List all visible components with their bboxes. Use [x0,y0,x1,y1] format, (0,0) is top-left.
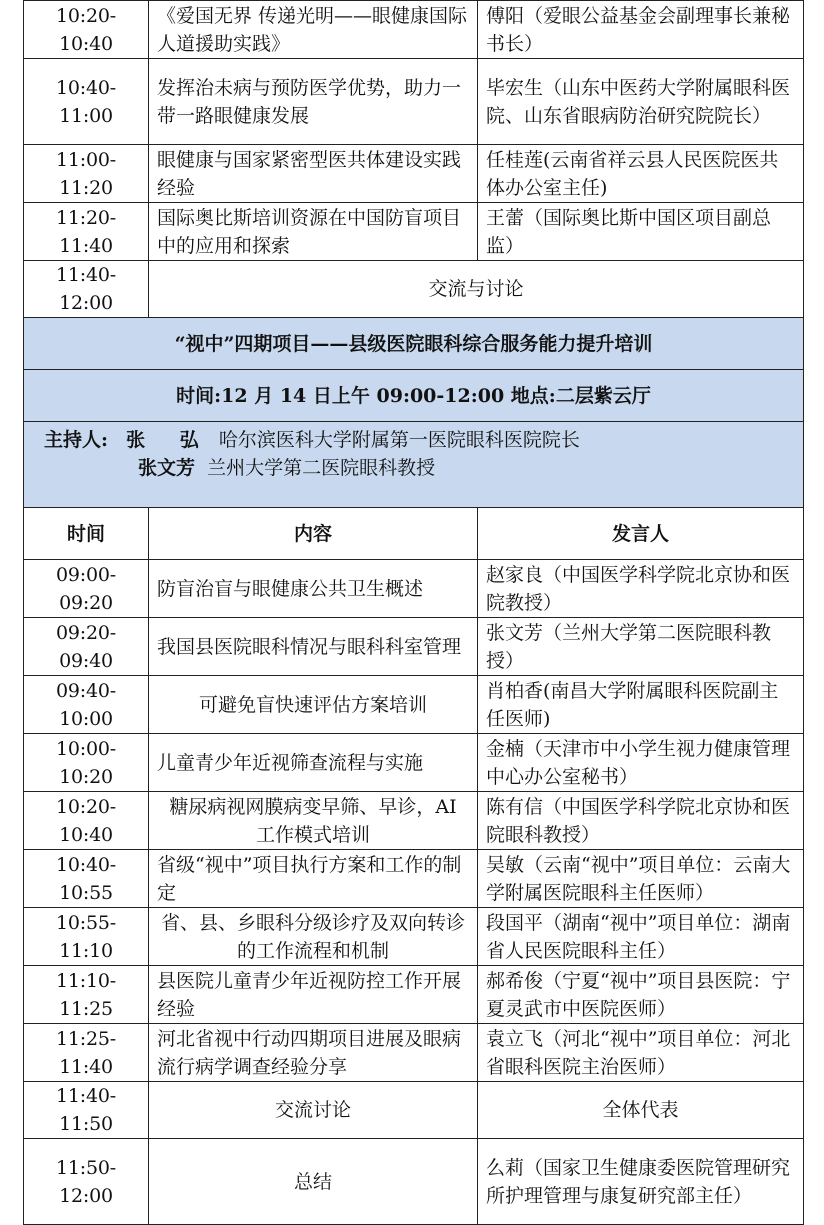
row-time: 11:20-11:40 [24,203,149,261]
summary-speaker: 么莉（国家卫生健康委医院管理研究所护理管理与康复研究部主任） [478,1139,804,1225]
discussion-time: 11:40-11:50 [24,1082,149,1139]
table-row [24,792,804,850]
discussion-speaker: 全体代表 [478,1082,804,1139]
row-time: 10:40-11:00 [24,59,149,145]
section-title: “视中”四期项目——县级医院眼科综合服务能力提升培训 [24,318,804,370]
header-time: 时间 [24,508,149,560]
host-role-label: 主持人: [44,429,109,451]
row-time: 10:20-10:40 [24,1,149,59]
host-name-1: 张 弘 [126,429,213,451]
host-title-2: 兰州大学第二医院眼科教授 [207,457,436,479]
row-content: 国际奥比斯培训资源在中国防盲项目中的应用和探索 [149,203,478,261]
row-speaker: 肖柏香(南昌大学附属眼科医院副主任医师) [478,676,804,734]
row-content: 糖尿病视网膜病变早筛、早诊，AI 工作模式培训 [149,792,478,850]
header-content: 内容 [149,508,478,560]
row-speaker: 金楠（天津市中小学生视力健康管理中心办公室秘书） [478,734,804,792]
host-name-2: 张文芳 [138,457,196,479]
table-row [24,203,804,261]
discussion-top-time: 11:40-12:00 [24,261,149,318]
row-time: 10:55-11:10 [24,908,149,966]
table-row-summary [24,1139,804,1225]
row-speaker: 傅阳（爱眼公益基金会副理事长兼秘书长） [478,1,804,59]
host-line-2 [44,454,795,482]
row-speaker: 郝希俊（宁夏“视中”项目县医院：宁夏灵武市中医院医师） [478,966,804,1024]
host-title-1: 哈尔滨医科大学附属第一医院眼科医院院长 [218,429,580,451]
table-row [24,560,804,618]
row-speaker: 张文芳（兰州大学第二医院眼科教授） [478,618,804,676]
schedule-rows-main [24,560,804,1082]
row-speaker: 陈有信（中国医学科学院北京协和医院眼科教授） [478,792,804,850]
header-speaker: 发言人 [478,508,804,560]
summary-content: 总结 [149,1139,478,1225]
row-time: 11:25-11:40 [24,1024,149,1082]
row-content: 发挥治未病与预防医学优势，助力一带一路眼健康发展 [149,59,478,145]
discussion-top-label: 交流与讨论 [149,261,804,318]
table-row [24,908,804,966]
row-time: 09:20-09:40 [24,618,149,676]
table-row [24,734,804,792]
table-row [24,966,804,1024]
table-row [24,59,804,145]
closing-rows [24,1082,804,1225]
row-speaker: 赵家良（中国医学科学院北京协和医院教授） [478,560,804,618]
host-row [24,422,804,508]
schedule-table [23,0,804,1225]
row-time: 11:00-11:20 [24,145,149,203]
row-speaker: 王蕾（国际奥比斯中国区项目副总监） [478,203,804,261]
column-header-row [24,508,804,560]
row-content: 县医院儿童青少年近视防控工作开展经验 [149,966,478,1024]
row-speaker: 袁立飞（河北“视中”项目单位：河北省眼科医院主治医师） [478,1024,804,1082]
section-time-place-row [24,370,804,422]
row-time: 11:10-11:25 [24,966,149,1024]
row-content: 我国县医院眼科情况与眼科科室管理 [149,618,478,676]
table-row [24,145,804,203]
table-row-discussion [24,1082,804,1139]
row-time: 09:40-10:00 [24,676,149,734]
section-time-place: 时间:12 月 14 日上午 09:00-12:00 地点:二层紫云厅 [24,370,804,422]
row-speaker: 吴敏（云南“视中”项目单位：云南大学附属医院眼科主任医师） [478,850,804,908]
section-header [24,318,804,560]
host-cell [24,422,804,508]
table-row [24,850,804,908]
row-content: 河北省视中行动四期项目进展及眼病流行病学调查经验分享 [149,1024,478,1082]
row-content: 省级“视中”项目执行方案和工作的制定 [149,850,478,908]
row-speaker: 毕宏生（山东中医药大学附属眼科医院、山东省眼病防治研究院院长） [478,59,804,145]
row-time: 09:00-09:20 [24,560,149,618]
summary-time: 11:50-12:00 [24,1139,149,1225]
table-row-discussion-top [24,261,804,318]
row-speaker: 任桂莲(云南省祥云县人民医院医共体办公室主任) [478,145,804,203]
row-time: 10:40-10:55 [24,850,149,908]
host-line-1 [44,426,795,454]
table-row [24,676,804,734]
table-row [24,1024,804,1082]
section-title-row [24,318,804,370]
row-speaker: 段国平（湖南“视中”项目单位：湖南省人民医院眼科主任） [478,908,804,966]
row-time: 10:20-10:40 [24,792,149,850]
discussion-top-group [24,261,804,318]
row-content: 《爱国无界 传递光明——眼健康国际人道援助实践》 [149,1,478,59]
row-time: 10:00-10:20 [24,734,149,792]
row-content: 防盲治盲与眼健康公共卫生概述 [149,560,478,618]
row-content: 眼健康与国家紧密型医共体建设实践经验 [149,145,478,203]
table-row [24,618,804,676]
row-content: 可避免盲快速评估方案培训 [149,676,478,734]
schedule-rows-top [24,1,804,261]
row-content: 儿童青少年近视筛查流程与实施 [149,734,478,792]
discussion-content: 交流讨论 [149,1082,478,1139]
row-content: 省、县、乡眼科分级诊疗及双向转诊的工作流程和机制 [149,908,478,966]
table-row [24,1,804,59]
